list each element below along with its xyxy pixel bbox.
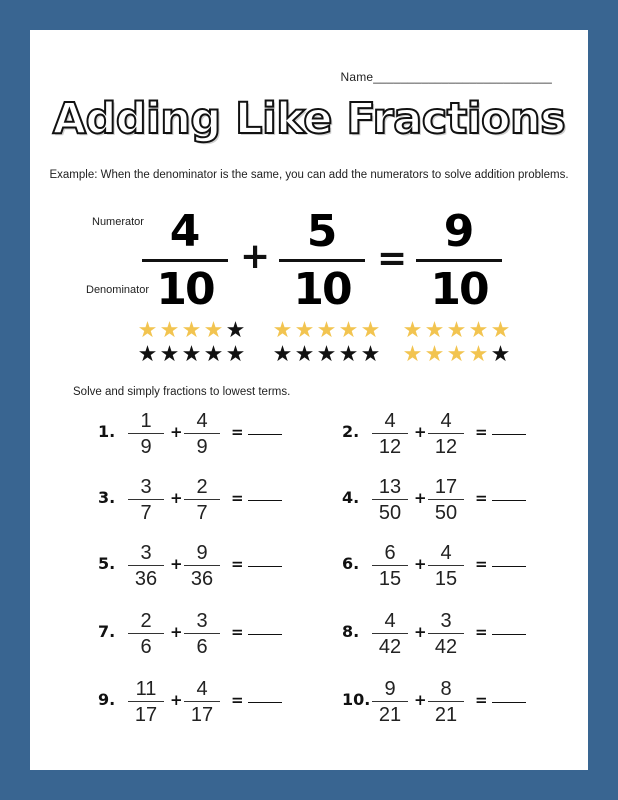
star-row bbox=[271, 342, 391, 366]
denominator: 6 bbox=[196, 636, 208, 658]
black-star-icon: ★ bbox=[338, 341, 358, 366]
fraction-bar bbox=[142, 259, 228, 262]
denominator: 50 bbox=[378, 502, 402, 524]
fraction-a bbox=[372, 542, 408, 590]
fraction-bar bbox=[184, 701, 220, 702]
black-star-icon: ★ bbox=[181, 341, 201, 366]
star-row bbox=[136, 318, 256, 342]
star-row bbox=[401, 342, 521, 366]
fraction-a bbox=[128, 410, 164, 458]
problem-number: 7. bbox=[98, 622, 116, 641]
fraction-b bbox=[184, 410, 220, 458]
gold-star-icon: ★ bbox=[468, 341, 488, 366]
fraction-a bbox=[128, 476, 164, 524]
black-star-icon: ★ bbox=[294, 341, 314, 366]
problem-number: 2. bbox=[342, 422, 360, 441]
denominator: 15 bbox=[378, 568, 402, 590]
answer-blank[interactable] bbox=[248, 702, 282, 703]
denominator-label: Denominator bbox=[86, 284, 149, 296]
black-star-icon: ★ bbox=[360, 341, 380, 366]
problem-number: 8. bbox=[342, 622, 360, 641]
fraction-bar bbox=[128, 499, 164, 500]
numerator: 4 bbox=[384, 610, 396, 632]
fraction-bar bbox=[372, 701, 408, 702]
numerator: 17 bbox=[434, 476, 458, 498]
denominator: 9 bbox=[140, 436, 152, 458]
example-equals-sign: = bbox=[377, 238, 408, 279]
fraction-b bbox=[428, 542, 464, 590]
problem-number: 6. bbox=[342, 554, 360, 573]
numerator: 9 bbox=[384, 678, 396, 700]
fraction-bar bbox=[128, 565, 164, 566]
plus-sign: + bbox=[414, 489, 427, 507]
plus-sign: + bbox=[414, 555, 427, 573]
equals-sign: = bbox=[475, 623, 488, 641]
fraction-bar bbox=[428, 565, 464, 566]
denominator: 6 bbox=[140, 636, 152, 658]
equals-sign: = bbox=[475, 691, 488, 709]
fraction-b bbox=[428, 476, 464, 524]
plus-sign: + bbox=[170, 489, 183, 507]
example-result-denominator: 10 bbox=[430, 264, 488, 315]
denominator: 9 bbox=[196, 436, 208, 458]
example-description: Example: When the denominator is the same, you can add the numerators to solve addition problems. bbox=[49, 169, 569, 181]
fraction-bar bbox=[428, 701, 464, 702]
denominator: 7 bbox=[196, 502, 208, 524]
fraction-a bbox=[128, 678, 164, 726]
equals-sign: = bbox=[231, 623, 244, 641]
problem-3 bbox=[98, 476, 298, 526]
answer-blank[interactable] bbox=[248, 634, 282, 635]
fraction-a bbox=[372, 610, 408, 658]
problem-10 bbox=[342, 678, 542, 728]
black-star-icon: ★ bbox=[137, 341, 157, 366]
black-star-icon: ★ bbox=[203, 341, 223, 366]
plus-sign: + bbox=[170, 691, 183, 709]
equals-sign: = bbox=[231, 555, 244, 573]
fraction-a bbox=[372, 410, 408, 458]
numerator: 3 bbox=[140, 542, 152, 564]
gold-star-icon: ★ bbox=[294, 317, 314, 342]
numerator: 4 bbox=[440, 542, 452, 564]
equals-sign: = bbox=[475, 555, 488, 573]
plus-sign: + bbox=[414, 623, 427, 641]
numerator: 2 bbox=[140, 610, 152, 632]
fraction-bar bbox=[428, 633, 464, 634]
answer-blank[interactable] bbox=[492, 566, 526, 567]
problem-6 bbox=[342, 542, 542, 592]
example-b-numerator: 5 bbox=[306, 206, 338, 257]
numerator: 13 bbox=[378, 476, 402, 498]
numerator: 9 bbox=[196, 542, 208, 564]
gold-star-icon: ★ bbox=[272, 317, 292, 342]
star-row bbox=[401, 318, 521, 342]
problem-8 bbox=[342, 610, 542, 660]
denominator: 7 bbox=[140, 502, 152, 524]
gold-star-icon: ★ bbox=[360, 317, 380, 342]
black-star-icon: ★ bbox=[272, 341, 292, 366]
answer-blank[interactable] bbox=[248, 566, 282, 567]
numerator: 8 bbox=[440, 678, 452, 700]
black-star-icon: ★ bbox=[316, 341, 336, 366]
fraction-bar bbox=[428, 433, 464, 434]
equals-sign: = bbox=[231, 423, 244, 441]
numerator: 6 bbox=[384, 542, 396, 564]
numerator: 11 bbox=[135, 678, 157, 700]
black-star-icon: ★ bbox=[490, 341, 510, 366]
example-fraction-b bbox=[279, 206, 365, 315]
problem-number: 5. bbox=[98, 554, 116, 573]
denominator: 15 bbox=[434, 568, 458, 590]
fraction-b bbox=[428, 410, 464, 458]
example-a-numerator: 4 bbox=[169, 206, 201, 257]
example-result-numerator: 9 bbox=[443, 206, 475, 257]
worksheet-page bbox=[30, 30, 588, 770]
fraction-bar bbox=[372, 499, 408, 500]
fraction-bar bbox=[128, 633, 164, 634]
problem-2 bbox=[342, 410, 542, 460]
fraction-bar bbox=[372, 633, 408, 634]
denominator: 21 bbox=[378, 704, 402, 726]
denominator: 50 bbox=[434, 502, 458, 524]
problem-7 bbox=[98, 610, 298, 660]
black-star-icon: ★ bbox=[225, 317, 245, 342]
example-plus-sign: + bbox=[240, 236, 271, 277]
fraction-a bbox=[372, 476, 408, 524]
star-group-a bbox=[136, 318, 256, 366]
black-star-icon: ★ bbox=[159, 341, 179, 366]
fraction-b bbox=[184, 678, 220, 726]
fraction-b bbox=[184, 476, 220, 524]
denominator: 36 bbox=[190, 568, 214, 590]
gold-star-icon: ★ bbox=[402, 317, 422, 342]
gold-star-icon: ★ bbox=[490, 317, 510, 342]
numerator: 2 bbox=[196, 476, 208, 498]
fraction-b bbox=[428, 678, 464, 726]
denominator: 12 bbox=[378, 436, 402, 458]
denominator: 42 bbox=[378, 636, 402, 658]
numerator: 3 bbox=[440, 610, 452, 632]
problem-5 bbox=[98, 542, 298, 592]
plus-sign: + bbox=[170, 623, 183, 641]
problem-9 bbox=[98, 678, 298, 728]
gold-star-icon: ★ bbox=[338, 317, 358, 342]
answer-blank[interactable] bbox=[248, 500, 282, 501]
gold-star-icon: ★ bbox=[446, 317, 466, 342]
numerator: 4 bbox=[196, 678, 208, 700]
numerator: 1 bbox=[140, 410, 152, 432]
problem-number: 4. bbox=[342, 488, 360, 507]
numerator: 4 bbox=[440, 410, 452, 432]
gold-star-icon: ★ bbox=[424, 341, 444, 366]
fraction-bar bbox=[372, 565, 408, 566]
plus-sign: + bbox=[414, 691, 427, 709]
fraction-bar bbox=[428, 499, 464, 500]
fraction-bar bbox=[128, 433, 164, 434]
star-row bbox=[271, 318, 391, 342]
fraction-bar bbox=[184, 633, 220, 634]
answer-blank[interactable] bbox=[492, 500, 526, 501]
fraction-bar bbox=[416, 259, 502, 262]
fraction-a bbox=[372, 678, 408, 726]
gold-star-icon: ★ bbox=[159, 317, 179, 342]
problem-number: 9. bbox=[98, 690, 116, 709]
example-b-denominator: 10 bbox=[293, 264, 351, 315]
example-fraction-result bbox=[416, 206, 502, 315]
denominator: 17 bbox=[190, 704, 214, 726]
gold-star-icon: ★ bbox=[446, 341, 466, 366]
equals-sign: = bbox=[475, 489, 488, 507]
black-star-icon: ★ bbox=[225, 341, 245, 366]
numerator: 4 bbox=[196, 410, 208, 432]
fraction-bar bbox=[372, 433, 408, 434]
plus-sign: + bbox=[170, 423, 183, 441]
answer-blank[interactable] bbox=[492, 702, 526, 703]
gold-star-icon: ★ bbox=[468, 317, 488, 342]
numerator: 3 bbox=[140, 476, 152, 498]
denominator: 17 bbox=[134, 704, 158, 726]
plus-sign: + bbox=[170, 555, 183, 573]
plus-sign: + bbox=[414, 423, 427, 441]
gold-star-icon: ★ bbox=[424, 317, 444, 342]
gold-star-icon: ★ bbox=[402, 341, 422, 366]
fraction-a bbox=[128, 542, 164, 590]
gold-star-icon: ★ bbox=[137, 317, 157, 342]
equals-sign: = bbox=[231, 489, 244, 507]
fraction-b bbox=[184, 610, 220, 658]
answer-blank[interactable] bbox=[492, 634, 526, 635]
equals-sign: = bbox=[231, 691, 244, 709]
fraction-bar bbox=[128, 701, 164, 702]
fraction-a bbox=[128, 610, 164, 658]
fraction-b bbox=[184, 542, 220, 590]
answer-blank[interactable] bbox=[492, 434, 526, 435]
gold-star-icon: ★ bbox=[316, 317, 336, 342]
equals-sign: = bbox=[475, 423, 488, 441]
name-field[interactable]: Name__________________________ bbox=[340, 70, 552, 84]
example-a-denominator: 10 bbox=[156, 264, 214, 315]
denominator: 21 bbox=[434, 704, 458, 726]
problem-1 bbox=[98, 410, 298, 460]
denominator: 42 bbox=[434, 636, 458, 658]
problem-number: 1. bbox=[98, 422, 116, 441]
fraction-b bbox=[428, 610, 464, 658]
example-fraction-a bbox=[142, 206, 228, 315]
star-group-b bbox=[271, 318, 391, 366]
problem-number: 10. bbox=[342, 690, 371, 709]
denominator: 12 bbox=[434, 436, 458, 458]
problem-number: 3. bbox=[98, 488, 116, 507]
worksheet-title: Adding Like Fractions bbox=[52, 94, 566, 144]
fraction-bar bbox=[184, 565, 220, 566]
numerator: 3 bbox=[196, 610, 208, 632]
fraction-bar bbox=[184, 433, 220, 434]
instructions: Solve and simply fractions to lowest terms. bbox=[73, 386, 291, 398]
denominator: 36 bbox=[134, 568, 158, 590]
numerator-label: Numerator bbox=[92, 216, 144, 228]
star-row bbox=[136, 342, 256, 366]
problem-4 bbox=[342, 476, 542, 526]
numerator: 4 bbox=[384, 410, 396, 432]
star-group-result bbox=[401, 318, 521, 366]
fraction-bar bbox=[184, 499, 220, 500]
answer-blank[interactable] bbox=[248, 434, 282, 435]
fraction-bar bbox=[279, 259, 365, 262]
gold-star-icon: ★ bbox=[203, 317, 223, 342]
gold-star-icon: ★ bbox=[181, 317, 201, 342]
